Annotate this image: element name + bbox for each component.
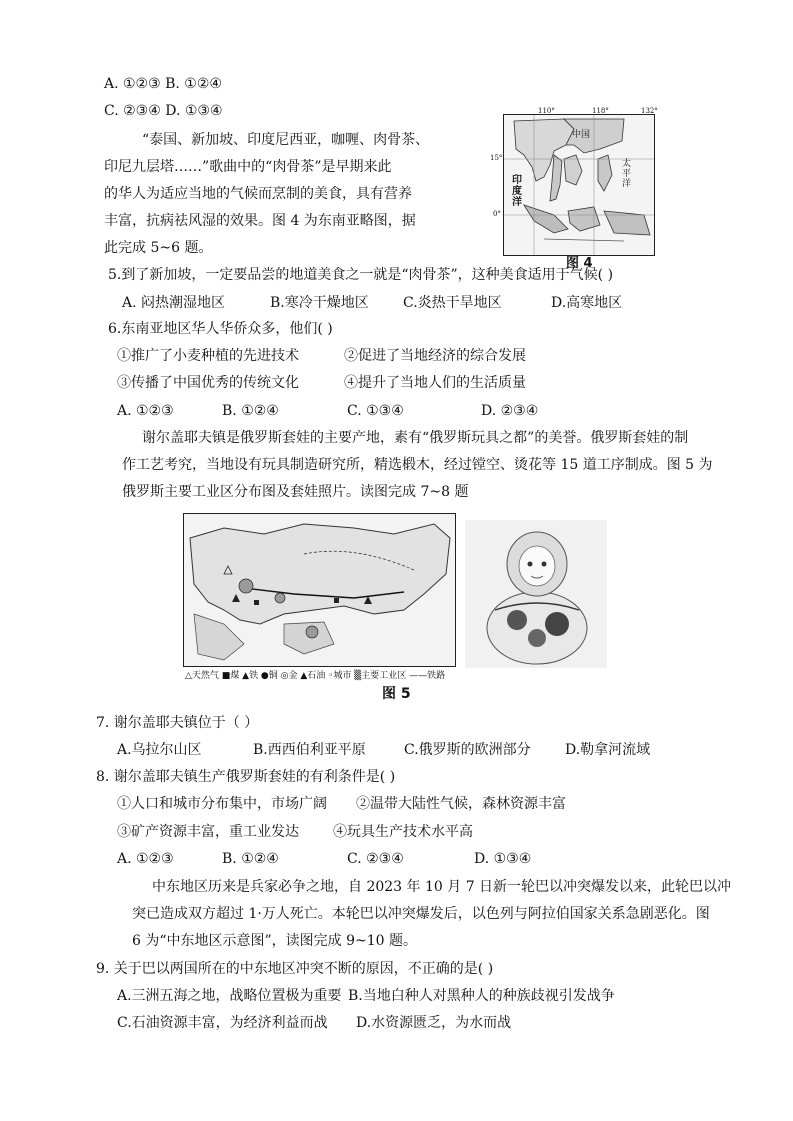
q6-item-1: ①推广了小麦种植的先进技术 (117, 348, 299, 364)
fig4-label-china: 中国 (572, 130, 591, 140)
q6-item-2: ②促进了当地经济的综合发展 (344, 348, 526, 364)
intro-9-10-line: 6 为“中东地区示意图”，读图完成 9~10 题。 (132, 933, 418, 949)
intro-9-10-line: 突已造成双方超过 1·万人死亡。本轮巴以冲突爆发后，以色列与阿拉伯国家关系急剧恶化。图 (132, 906, 710, 922)
q8-option-b: B. ①②④ (222, 851, 279, 867)
q8-option-a: A. ①②③ (117, 851, 174, 867)
q9-option-b: B.当地白种人对黑种人的种族歧视引发战争 (348, 988, 615, 1004)
q4-options-ab: A. ①②③ B. ①②④ (104, 76, 222, 92)
russia-map-drawing (184, 514, 455, 666)
q8-option-d: D. ①③④ (474, 851, 532, 867)
intro-7-8-line: 作工艺考究，当地设有玩具制造研究所，精选椴木，经过镗空、烫花等 15 道工序制成。图 5 为 (122, 457, 713, 473)
intro-5-6-line: 丰富，抗病祛风湿的效果。图 4 为东南亚略图，据 (104, 213, 416, 229)
q9-option-a: A.三洲五海之地，战略位置极为重要 (117, 988, 342, 1004)
fig4-tick-top: 132° (641, 107, 658, 115)
fig4-tick-top: 118° (592, 107, 609, 115)
q5-option-c: C.炎热干旱地区 (403, 295, 502, 311)
q5-option-a: A. 闷热潮湿地区 (122, 295, 226, 311)
q6-stem: 6.东南亚地区华人华侨众多，他们( ) (108, 321, 333, 337)
figure-5-matryoshka-photo (465, 520, 607, 668)
q4-options-cd: C. ②③④ D. ①③④ (104, 103, 223, 119)
q6-option-b: B. ①②④ (222, 403, 279, 419)
figure-4-southeast-asia-map (503, 114, 655, 256)
q5-stem: 5.到了新加坡，一定要品尝的地道美食之一就是“肉骨茶”，这种美食适用于气候( ) (108, 267, 614, 283)
q6-item-3: ③传播了中国优秀的传统文化 (117, 375, 299, 391)
figure-5-russia-industry-map (183, 513, 456, 667)
intro-7-8-line: 谢尔盖耶夫镇是俄罗斯套娃的主要产地，素有“俄罗斯玩具之都”的美誉。俄罗斯套娃的制 (142, 430, 689, 446)
fig4-tick-side: 15° (490, 154, 503, 162)
q9-option-c: C.石油资源丰富，为经济利益而战 (117, 1015, 328, 1031)
q7-option-c: C.俄罗斯的欧洲部分 (404, 742, 531, 758)
q6-option-d: D. ②③④ (481, 403, 539, 419)
q8-item-2: ②温带大陆性气候，森林资源丰富 (356, 796, 566, 812)
q7-option-b: B.西西伯利亚平原 (253, 742, 366, 758)
q6-option-a: A. ①②③ (117, 403, 174, 419)
fig4-caption: 图 4 (566, 256, 593, 271)
q8-stem: 8. 谢尔盖耶夫镇生产俄罗斯套娃的有利条件是( ) (96, 769, 396, 785)
q5-option-b: B.寒冷干燥地区 (270, 295, 369, 311)
fig4-label-pacific: 太平洋 (622, 159, 632, 189)
matryoshka-doll-drawing (465, 520, 607, 668)
intro-5-6-line: 此完成 5~6 题。 (104, 240, 213, 256)
fig4-label-indian-ocean: 印度洋 (512, 175, 522, 208)
intro-5-6-line: 印尼九层塔……”歌曲中的“肉骨茶”是早期来此 (104, 159, 392, 175)
q7-option-a: A.乌拉尔山区 (117, 742, 202, 758)
fig4-tick-top: 110° (538, 107, 555, 115)
q9-option-d: D.水资源匮乏，为水而战 (356, 1015, 512, 1031)
fig5-caption: 图 5 (382, 686, 411, 702)
q8-item-1: ①人口和城市分布集中，市场广阔 (117, 796, 327, 812)
intro-5-6-line: “泰国、新加坡、印度尼西亚，咖喱、肉骨茶、 (142, 132, 430, 148)
intro-9-10-line: 中东地区历来是兵家必争之地，自 2023 年 10 月 7 日新一轮巴以冲突爆发以来，此轮巴以冲 (152, 879, 732, 895)
q6-item-4: ④提升了当地人们的生活质量 (344, 375, 526, 391)
q5-option-d: D.高寒地区 (551, 295, 623, 311)
q6-option-c: C. ①③④ (347, 403, 404, 419)
intro-5-6-line: 的华人为适应当地的气候而烹制的美食，具有营养 (104, 186, 412, 202)
intro-7-8-line: 俄罗斯主要工业区分布图及套娃照片。读图完成 7~8 题 (122, 484, 469, 500)
q8-option-c: C. ②③④ (347, 851, 404, 867)
q7-stem: 7. 谢尔盖耶夫镇位于（ ） (96, 715, 259, 731)
q7-option-d: D.勒拿河流域 (565, 742, 651, 758)
q9-stem: 9. 关于巴以两国所在的中东地区冲突不断的原因，不正确的是( ) (96, 961, 494, 977)
q8-item-4: ④玩具生产技术水平高 (333, 824, 473, 840)
fig4-tick-side: 0° (493, 210, 501, 218)
q8-item-3: ③矿产资源丰富，重工业发达 (117, 824, 299, 840)
fig5-legend: △天然气 ■煤 ▲铁 ●铜 ◎金 ▲石油 ◦城市 ▒主要工业区 ——铁路 (185, 671, 446, 681)
